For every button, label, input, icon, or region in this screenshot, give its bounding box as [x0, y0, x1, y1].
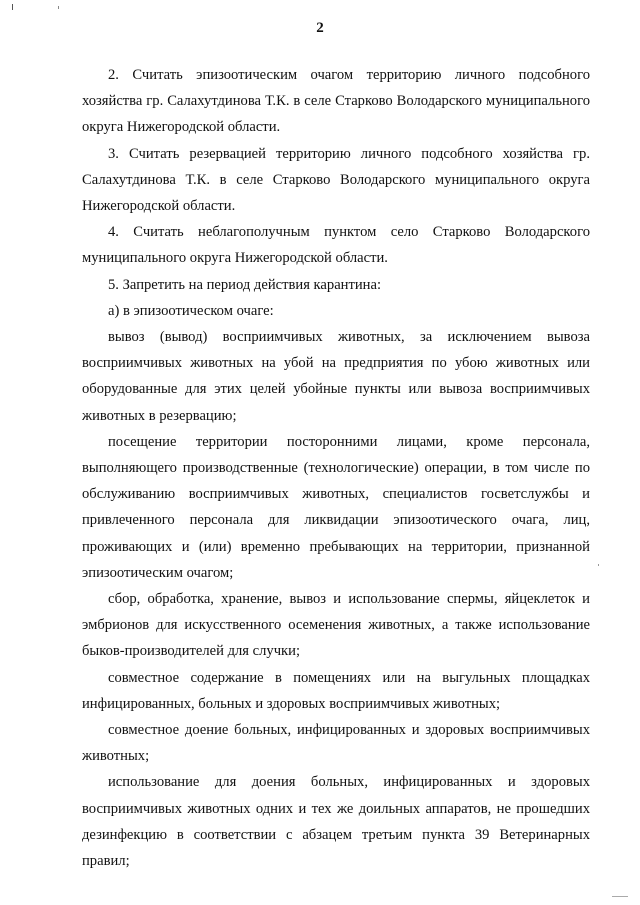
paragraph-ban-visits: посещение территории посторонними лицами, кроме персонала, выполняющего производственные (технологические) операции, в том числе по обслуживанию восприимчивых животных, специалистов госветслужбы и привлеченного персонала для ликвидации эпизоотического очага, лиц, проживающих и (или) временно пребывающих на территории, признанной эпизоотическим очагом; [82, 433, 590, 581]
paragraph-ban-insemination: сбор, обработка, хранение, вывоз и использование спермы, яйцеклеток и эмбрионов для искусственного осеменения животных, а также использование быков-производителей для случки; [82, 591, 590, 660]
scan-mark [58, 6, 59, 9]
document-body [82, 62, 590, 874]
scan-mark [598, 564, 599, 566]
paragraph-item-4: 4. Считать неблагополучным пунктом село Старково Володарского муниципального округа Нижегородской области. [82, 224, 590, 267]
scan-mark [12, 4, 13, 10]
paragraph-subitem-a: а) в эпизоотическом очаге: [108, 302, 274, 319]
paragraph-item-2: 2. Считать эпизоотическим очагом территорию личного подсобного хозяйства гр. Салахутдинова Т.К. в селе Старково Володарского муниципального округа Нижегородской области. [82, 67, 590, 136]
paragraph-ban-shared-equipment: использование для доения больных, инфицированных и здоровых восприимчивых животных одних и тех же доильных аппаратов, не прошедших дезинфекцию в соответствии с абзацем третьим пункта 39 Ветеринарных правил; [82, 774, 590, 870]
scan-mark [612, 896, 628, 897]
paragraph-ban-joint-keeping: совместное содержание в помещениях или на выгульных площадках инфицированных, больных и здоровых восприимчивых животных; [82, 669, 590, 712]
paragraph-item-3: 3. Считать резервацией территорию личного подсобного хозяйства гр. Салахутдинова Т.К. в селе Старково Володарского муниципального округа Нижегородской области. [82, 145, 590, 215]
paragraph-item-5: 5. Запретить на период действия карантина: [108, 276, 382, 293]
paragraph-ban-joint-milking: совместное доение больных, инфицированных и здоровых восприимчивых животных; [82, 722, 590, 765]
page-number: 2 [316, 20, 324, 36]
paragraph-ban-removal: вывоз (вывод) восприимчивых животных, за исключением вывоза восприимчивых животных на убой на предприятия по убою животных или оборудованные для этих целей убойные пункты или вывоза восприимчивых животных в резервацию; [82, 329, 590, 424]
